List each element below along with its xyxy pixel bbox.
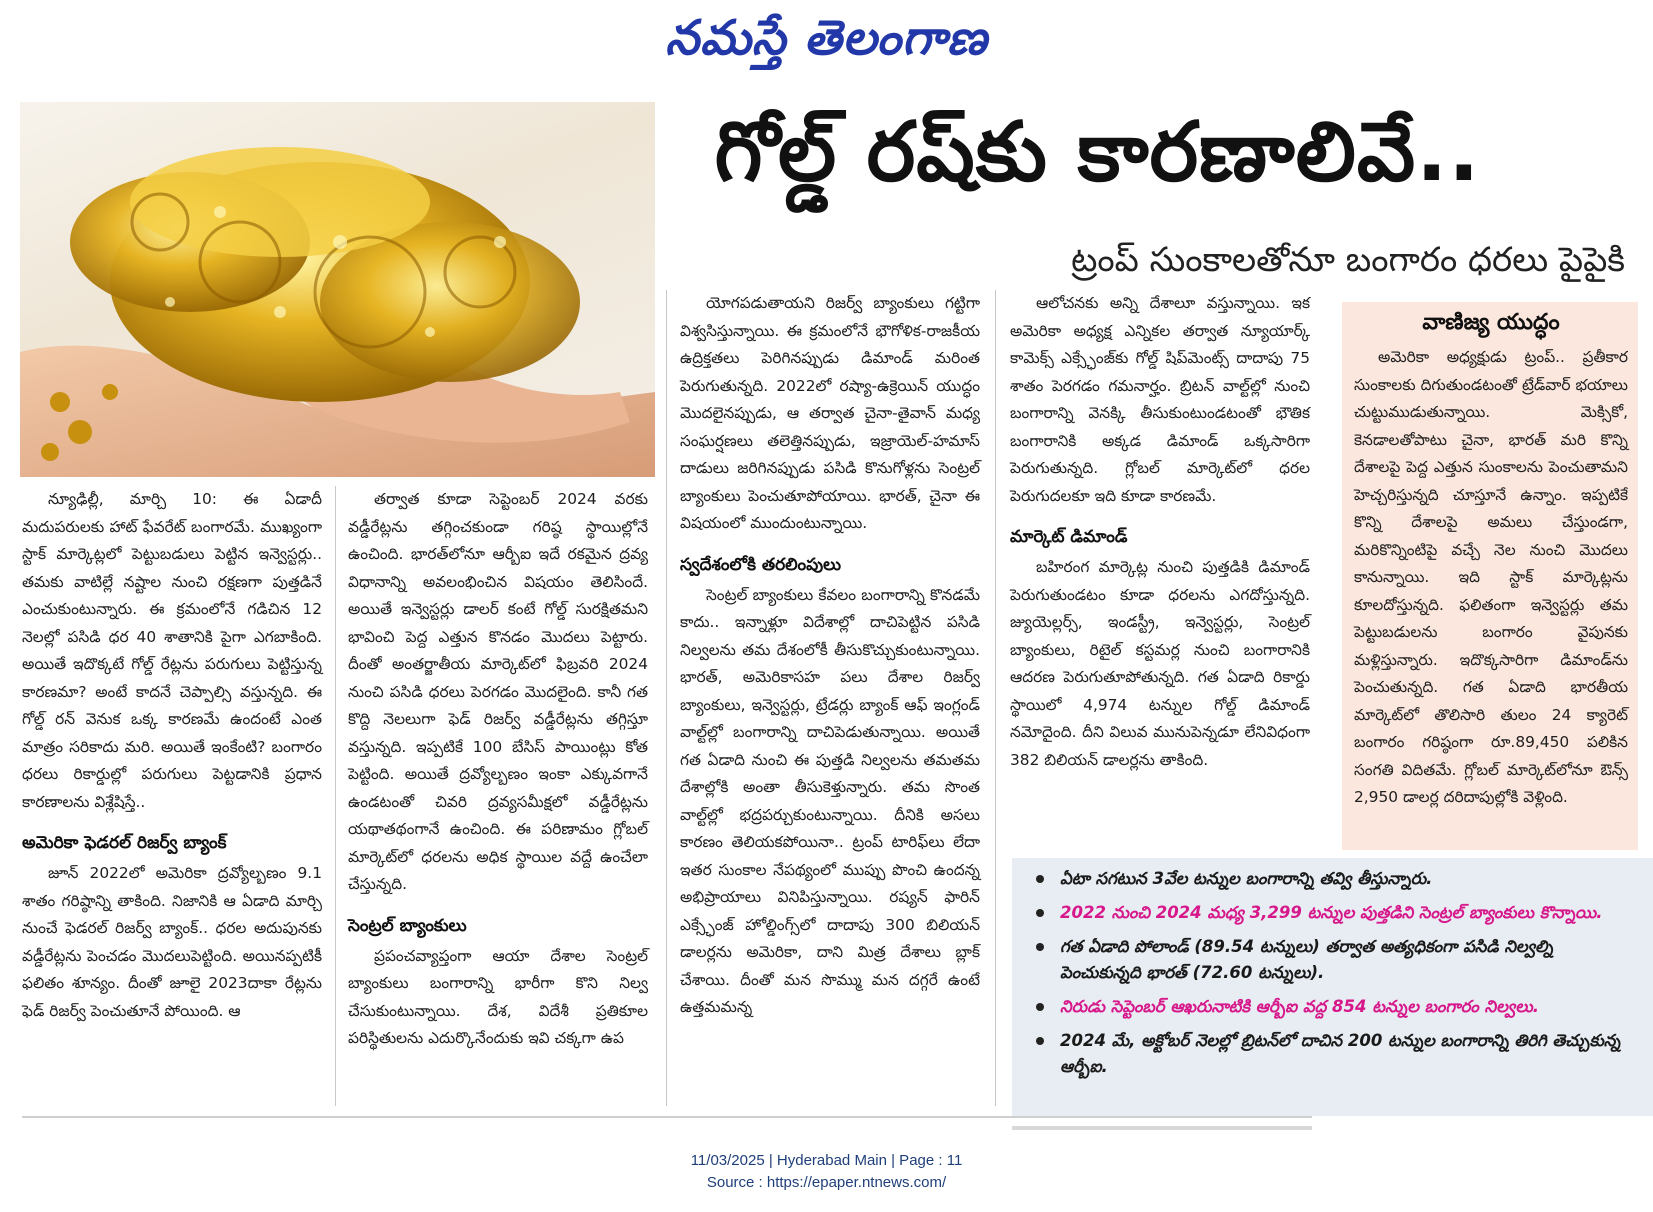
section-heading: స్వదేశంలోకి తరలింపులు	[680, 554, 842, 575]
bullet-icon	[1036, 943, 1044, 951]
sidebar-text: అమెరికా అధ్యక్షుడు ట్రంప్.. ప్రతీకార సుంకాలకు దిగుతుండటంతో ట్రేడ్‌వార్ భయాలు చుట్టుముడుతున్నాయి. మెక్సికో, కెనడాలతోపాటు చైనా, భారత్ మరి కొన్ని దేశాలపై పెద్ద ఎత్తున సుంకాలను పెంచుతామని హెచ్చరిస్తున్నది చూస్తూనే ఉన్నాం. ఇప్పటికే కొన్ని దేశాలపై అమలు చేస్తుండగా, మరికొన్నింటిపై వచ్చే నెల నుంచి మొదలు కానున్నాయి. ఇది స్టాక్ మార్కెట్లను కూలదోస్తున్నది. ఫలితంగా ఇన్వెస్టర్లు తమ పెట్టుబడులను బంగారం వైపునకు మళ్లిస్తున్నారు. ఇదొక్కసారిగా డిమాండ్‌ను పెంచుతున్నది. గత ఏడాది భారతీయ మార్కెట్‌లో తొలిసారి తులం 24 క్యారెట్ బంగారం గరిష్ఠంగా రూ.89,450 పలికిన సంగతి విదితమే. గ్లోబల్ మార్కెట్‌లోనూ ఔన్స్ 2,950 డాలర్ల దరిదాపుల్లోకి వెళ్లింది.	[1354, 348, 1628, 806]
bullet-icon	[1036, 1037, 1044, 1045]
fact-text: 2024 మే, అక్టోబర్ నెలల్లో బ్రిటన్‌లో దాచిన 200 టన్నుల బంగారాన్ని తిరిగి తెచ్చుకున్న ఆర్బీఐ.	[1060, 1031, 1621, 1076]
bullet-icon	[1036, 875, 1044, 883]
article-column-2	[348, 486, 648, 1053]
paragraph: న్యూఢిల్లీ, మార్చి 10: ఈ ఏడాదీ మదుపరులకు హాట్ ఫేవరేట్ బంగారమే. ముఖ్యంగా స్టాక్ మార్కెట్లలో పెట్టుబడులు పెట్టిన ఇన్వెస్టర్లు.. తమకు వాటిల్లే నష్టాల నుంచి రక్షణగా పుత్తడినే ఎంచుకుంటున్నారు. ఈ క్రమంలోనే గడిచిన 12 నెలల్లో పసిడి ధర 40 శాతానికి పైగా ఎగబాకింది. అయితే ఇదొక్కటే గోల్డ్ రేట్లను పరుగులు పెట్టిస్తున్న కారణమా? అంటే కాదనే చెప్పాల్సి వస్తున్నది. ఈ గోల్డ్ రన్ వెనుక ఒక్క కారణమే ఉందంటే ఎంత మాత్రం సరికాదు మరి. అయితే ఇంకేంటి? బంగారం ధరలు రికార్డుల్లో పరుగులు పెట్టడానికి ప్రధాన కారణాలను విశ్లేషిస్తే..	[22, 490, 322, 811]
bullet-icon	[1036, 909, 1044, 917]
fact-item	[1032, 934, 1639, 986]
column-divider	[335, 486, 336, 1106]
article-column-1	[22, 486, 322, 1025]
section-heading: సెంట్రల్ బ్యాంకులు	[348, 915, 467, 936]
bullet-icon	[1036, 1003, 1044, 1011]
footer-strip	[1012, 1126, 1312, 1130]
section-heading: మార్కెట్ డిమాండ్	[1010, 527, 1128, 547]
sidebar-title: వాణిజ్య యుద్ధం	[1422, 310, 1560, 335]
section-heading: అమెరికా ఫెడరల్ రిజర్వ్ బ్యాంక్	[22, 833, 227, 853]
fact-text: నిరుడు సెప్టెంబర్ ఆఖరునాటికి ఆర్బీఐ వద్ద 854 టన్నుల బంగారం నిల్వలు.	[1060, 997, 1540, 1016]
paragraph: బహిరంగ మార్కెట్ల నుంచి పుత్తడికి డిమాండ్ పెరుగుతుండటం కూడా ధరలను ఎగదోస్తున్నది. జ్యుయెల్లర్స్, ఇండస్ట్రీ, ఇన్వెస్టర్లు, సెంట్రల్ బ్యాంకులు, రిటైల్ కస్టమర్ల నుంచి బంగారానికి ఆదరణ పెరుగుతూపోతున్నది. గత ఏడాది రికార్డు స్థాయిలో 4,974 టన్నుల గోల్డ్ డిమాండ్ నమోదైంది. దీని విలువ మునుపెన్నడూ లేనివిధంగా 382 బిలియన్ డాలర్లను తాకింది.	[1010, 558, 1310, 769]
fact-text: ఏటా సగటున 3వేల టన్నుల బంగారాన్ని తవ్వి తీస్తున్నారు.	[1060, 869, 1433, 888]
column-divider	[666, 290, 667, 1106]
fact-item	[1032, 994, 1639, 1020]
trade-war-sidebar	[1342, 302, 1638, 850]
column-divider	[995, 290, 996, 1106]
edition-info: 11/03/2025 | Hyderabad Main | Page : 11	[690, 1152, 963, 1169]
paragraph: తర్వాత కూడా సెప్టెంబర్ 2024 వరకు వడ్డీరేట్లను తగ్గించకుండా గరిష్ఠ స్థాయిల్లోనే ఉంచింది. భారత్‌లోనూ ఆర్బీఐ ఇదే రకమైన ద్రవ్య విధానాన్ని అవలంభించిన విషయం తెలిసిందే. అయితే ఇన్వెస్టర్లు డాలర్ కంటే గోల్డ్ సురక్షితమని భావించి పెద్ద ఎత్తున కొనడం మొదలు పెట్టారు. దీంతో అంతర్జాతీయ మార్కెట్‌లో ఫిబ్రవరి 2024 నుంచి పసిడి ధరలు పెరగడం మొదలైంది. కానీ గత కొద్ది నెలలుగా ఫెడ్ రిజర్వ్ వడ్డీరేట్లను తగ్గిస్తూ వస్తున్నది. ఇప్పటికే 100 బేసిస్ పాయింట్లు కోత పెట్టింది. అయితే ద్రవ్యోల్బణం ఇంకా ఎక్కువగానే ఉండటంతో చివరి ద్రవ్యసమీక్షలో వడ్డీరేట్లను యథాతథంగానే ఉంచింది. ఈ పరిణామం గ్లోబల్ మార్కెట్‌లో ధరలను అధిక స్థాయిల వద్దే ఉంచేలా చేస్తున్నది.	[348, 490, 648, 893]
footer-divider	[22, 1116, 1312, 1118]
fact-text: గత ఏడాది పోలాండ్ (89.54 టన్నులు) తర్వాత అత్యధికంగా పసిడి నిల్వల్ని పెంచుకున్నది భారత్ (72.60 టన్నులు).	[1060, 937, 1553, 982]
paragraph: జూన్ 2022లో అమెరికా ద్రవ్యోల్బణం 9.1 శాతం గరిష్ఠాన్ని తాకింది. నిజానికి ఆ ఏడాది మార్చి నుంచే ఫెడరల్ రిజర్వ్ బ్యాంక్.. ధరల అదుపునకు వడ్డీరేట్లను పెంచడం మొదలుపెట్టింది. అయినప్పటికీ ఫలితం శూన్యం. దీంతో జూలై 2023దాకా రేట్లను ఫెడ్ రిజర్వ్ పెంచుతూనే పోయింది. ఆ	[22, 864, 322, 1020]
source-link[interactable]: Source : https://epaper.ntnews.com/	[706, 1174, 947, 1191]
fact-item	[1032, 1028, 1639, 1080]
subheadline: ట్రంప్ సుంకాలతోనూ బంగారం ధరలు పైపైకి	[1071, 240, 1625, 280]
headline: గోల్డ్ రష్‌కు కారణాలివే..	[714, 105, 1481, 200]
facts-box	[1012, 858, 1653, 1116]
masthead: నమస్తే తెలంగాణ	[665, 10, 988, 66]
paragraph: సెంట్రల్ బ్యాంకులు కేవలం బంగారాన్ని కొనడమే కాదు.. ఇన్నాళ్లూ విదేశాల్లో దాచిపెట్టిన పసిడి నిల్వలను తమ దేశంలోకీ తీసుకొచ్చుకుంటున్నాయి. భారత్, అమెరికాసహ పలు దేశాల రిజర్వ్ బ్యాంకులు, ఇన్వెస్టర్లు, ట్రేడర్లు బ్యాంక్ ఆఫ్ ఇంగ్లండ్ వాల్ట్‌ల్లో బంగారాన్ని దాచిపెడుతున్నాయి. అయితే గత ఏడాది నుంచి ఈ పుత్తడి నిల్వలను తమతమ దేశాల్లోకి అంతా తీసుకెళ్తున్నారు. తమ సొంత వాల్ట్‌ల్లో భద్రపర్చుకుంటున్నాయి. దీనికి అసలు కారణం తెలియకపోయినా.. ట్రంప్ టారిఫ్‌లు లేదా ఇతర సుంకాల నేపథ్యంలో ముప్పు పొంచి ఉందన్న అభిప్రాయాలు వినిపిస్తున్నాయి. రష్యన్ ఫారిన్ ఎక్స్ఛేంజ్ హోల్డింగ్స్‌లో దాదాపు 300 బిలియన్ డాలర్లను అమెరికా, దాని మిత్ర దేశాలు బ్లాక్ చేశాయి. దీంతో మన సొమ్ము మన దగ్గరే ఉంటే ఉత్తమమన్న	[680, 585, 980, 1016]
article-column-3	[680, 290, 980, 1022]
page-footer	[0, 1150, 1653, 1194]
paragraph: ప్రపంచవ్యాప్తంగా ఆయా దేశాల సెంట్రల్ బ్యాంకులు బంగారాన్ని భారీగా కొని నిల్వ చేసుకుంటున్నాయి. దేశ, విదేశీ ప్రతికూల పరిస్థితులను ఎదుర్కొనేందుకు ఇవి చక్కగా ఉప	[348, 946, 648, 1047]
paragraph: యోగపడుతాయని రిజర్వ్ బ్యాంకులు గట్టిగా విశ్వసిస్తున్నాయి. ఈ క్రమంలోనే భౌగోళిక-రాజకీయ ఉద్రిక్తతలు పెరిగినప్పుడు డిమాండ్ మరింత పెరుగుతున్నది. 2022లో రష్యా-ఉక్రెయిన్ యుద్ధం మొదలైనప్పుడు, ఆ తర్వాత చైనా-తైవాన్ మధ్య సంఘర్షణలు తలెత్తినప్పుడు, ఇజ్రాయెల్-హమాస్ దాడులు జరిగినప్పుడు పసిడి కొనుగోళ్లను సెంట్రల్ బ్యాంకులు పెంచుతూపోయాయి. భారత్, చైనా ఈ విషయంలో ముందుంటున్నాయి.	[680, 294, 980, 532]
fact-text: 2022 నుంచి 2024 మధ్య 3,299 టన్నుల పుత్తడిని సెంట్రల్ బ్యాంకులు కొన్నాయి.	[1060, 903, 1603, 922]
article-column-4	[1010, 290, 1310, 774]
fact-item	[1032, 900, 1639, 926]
facts-list	[1032, 866, 1639, 1080]
paragraph: ఆలోచనకు అన్ని దేశాలూ వస్తున్నాయి. ఇక అమెరికా అధ్యక్ష ఎన్నికల తర్వాత న్యూయార్క్ కామెక్స్ ఎక్స్ఛేంజ్‌కు గోల్డ్ షిప్‌మెంట్స్ దాదాపు 75 శాతం పెరగడం గమనార్హం. బ్రిటన్ వాల్ట్‌ల్లో నుంచి బంగారాన్ని వెనక్కి తీసుకుంటుండటంతో భౌతిక బంగారానికి అక్కడ డిమాండ్ ఒక్కసారిగా పెరుగుతున్నది. గ్లోబల్ మార్కెట్‌లో ధరల పెరుగుదలకూ ఇది కూడా కారణమే.	[1010, 294, 1310, 505]
fact-item	[1032, 866, 1639, 892]
